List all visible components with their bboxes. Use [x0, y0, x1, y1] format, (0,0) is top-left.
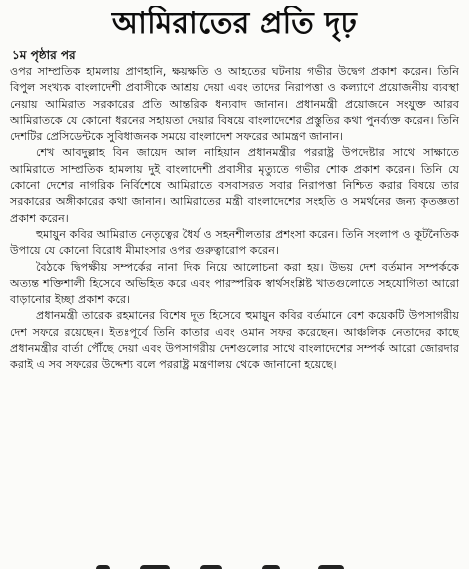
cropped-glyph [140, 565, 170, 569]
cropped-glyph [262, 565, 280, 569]
continued-label: ১ম পৃষ্ঠার পর [12, 48, 76, 62]
cropped-glyph [200, 565, 222, 569]
article-paragraph-5: প্রধানমন্ত্রী তারেক রহমানের বিশেষ দূত হিসেবে হুমায়ুন কবির বর্তমানে বেশ কয়েকটি উপসাগরীয় দেশ সফরে রয়েছেন। ইতঃপূর্বে তিনি কাতার এবং ওমান সফর করেছেন। আঞ্চলিক নেতাদের কাছে প্রধানমন্ত্রীর বার্তা পৌঁছে দেয়া এবং উপসাগরীয় দেশগুলোর সাথে বাংলাদেশের সম্পর্ক আরো জোরদার করাই এ সব সফরের উদ্দেশ্য বলে পররাষ্ট্র মন্ত্রণালয় থেকে জানানো হয়েছে। [10, 309, 459, 372]
headline: আমিরাতের প্রতি দৃঢ় [111, 6, 358, 41]
article-paragraph-4: বৈঠকে দ্বিপক্ষীয় সম্পর্কের নানা দিক নিয়ে আলোচনা করা হয়। উভয় দেশ বর্তমান সম্পর্ককে অত্যন্ত শক্তিশালী হিসেবে অভিহিত করে এবং পারস্পরিক স্বার্থসংশ্লিষ্ট খাতগুলোতে সহযোগিতা আরো বাড়ানোর ইচ্ছা প্রকাশ করে। [10, 260, 459, 307]
article-paragraph-1: ওপর সাম্প্রতিক হামলায় প্রাণহানি, ক্ষয়ক্ষতি ও আহতের ঘটনায় গভীর উদ্বেগ প্রকাশ করেন। তিনি বিপুল সংখ্যক বাংলাদেশী প্রবাসীকে আশ্রয় দেয়া এবং তাদের নিরাপত্তা ও কল্যাণে প্রয়োজনীয় ব্যবস্থা নেয়ায় আমিরাত সরকারের প্রতি আন্তরিক ধন্যবাদ জানান। প্রধানমন্ত্রী প্রয়োজনে সংযুক্ত আরব আমিরাতকে যে কোনো ধরনের সহায়তা দেয়ার বিষয়ে বাংলাদেশের প্রস্তুতির কথা পুনর্ব্যক্ত করেন। তিনি দেশটির প্রেসিডেন্টকে সুবিধাজনক সময়ে বাংলাদেশ সফরের আমন্ত্রণ জানান। [10, 65, 459, 144]
cropped-next-headline [0, 559, 469, 569]
cropped-glyph [318, 565, 344, 569]
cropped-glyph [96, 565, 110, 569]
article-paragraph-3: হুমায়ুন কবির আমিরাত নেতৃত্বের ধৈর্য ও সহনশীলতার প্রশংসা করেন। তিনি সংলাপ ও কূটনৈতিক উপায়ে যে কোনো বিরোধ মীমাংসার ওপর গুরুত্বারোপ করেন। [10, 227, 459, 258]
article-paragraph-2: শেখ আবদুল্লাহ বিন জায়েদ আল নাহিয়ান প্রধানমন্ত্রীর পররাষ্ট্র উপদেষ্টার সাথে সাক্ষাতে আমিরাতে সাম্প্রতিক হামলায় দুই বাংলাদেশী প্রবাসীর মৃত্যুতে গভীর শোক প্রকাশ করেন। তিনি যে কোনো দেশের নাগরিক নির্বিশেষে আমিরাতে বসবাসরত সবার নিরাপত্তা নিশ্চিত করার বিষয়ে তার সরকারের অঙ্গীকারের কথা জানান। আমিরাতের মন্ত্রী বাংলাদেশের সংহতি ও সমর্থনের জন্য কৃতজ্ঞতা প্রকাশ করেন। [10, 146, 459, 225]
